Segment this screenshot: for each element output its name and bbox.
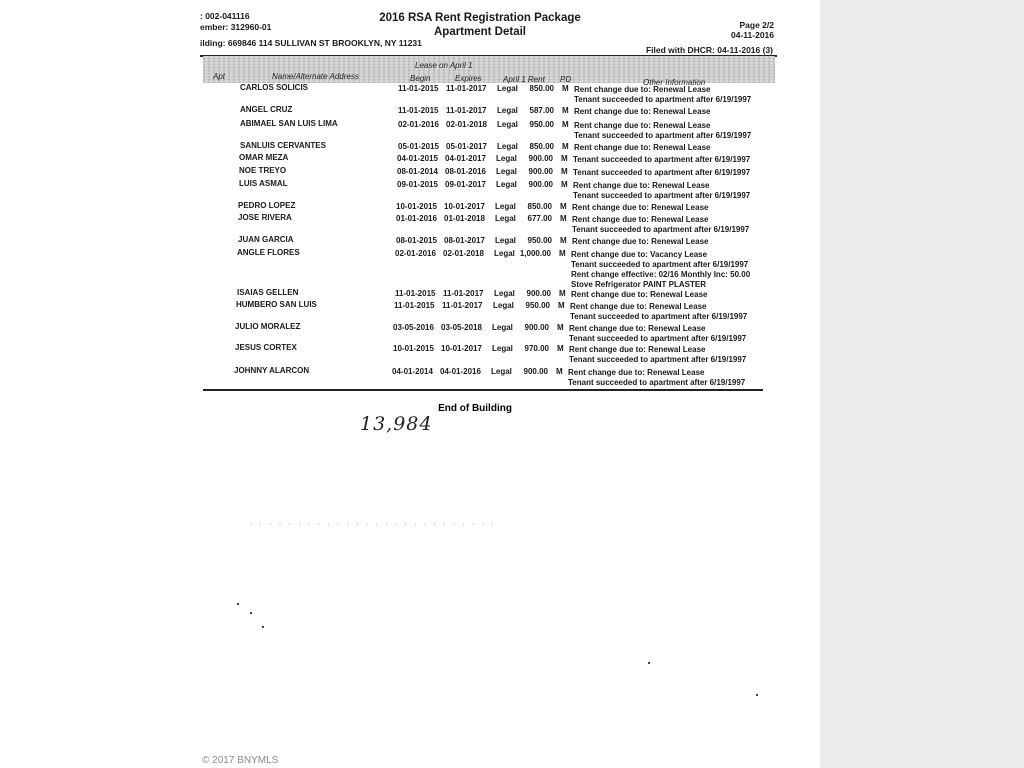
other-info-line: Rent change effective: 02/16 Monthly Inc: 50.00 [571, 270, 751, 279]
other-info-line: Rent change due to: Renewal Lease [568, 368, 705, 377]
tenant-name: SANLUIS CERVANTES [240, 141, 326, 150]
lease-begin: 11-01-2015 [395, 289, 436, 298]
other-info-line: Rent change due to: Renewal Lease [572, 237, 709, 246]
rent-status: Legal [496, 180, 517, 189]
other-info-line: Tenant succeeded to apartment after 6/19/1997 [573, 168, 751, 177]
pd-code: M [561, 167, 568, 176]
name-column-label: Name/Alternate Address [272, 72, 359, 81]
april-rent: 950.00 [527, 236, 552, 245]
scan-speck [250, 612, 252, 614]
lease-expires: 03-05-2018 [441, 323, 482, 332]
april-rent: 950.00 [529, 120, 554, 129]
pd-column-label: PD [560, 75, 572, 84]
lease-begin: 05-01-2015 [398, 142, 439, 151]
rent-status: Legal [497, 106, 518, 115]
document-subtitle: Apartment Detail [433, 26, 527, 38]
lease-expires: 05-01-2017 [446, 142, 487, 151]
april-rent: 850.00 [529, 84, 554, 93]
scan-speck [237, 603, 239, 605]
pd-code: M [560, 202, 567, 211]
lease-begin: 10-01-2015 [393, 344, 434, 353]
pd-code: M [557, 323, 564, 332]
other-info-line: Rent change due to: Renewal Lease [574, 143, 711, 152]
april-rent: 900.00 [528, 180, 553, 189]
lease-begin: 11-01-2015 [398, 106, 439, 115]
rent-status: Legal [494, 249, 515, 258]
other-info-line: Tenant succeeded to apartment after 6/19/1997 [573, 155, 751, 164]
tenant-name: ANGEL CRUZ [240, 105, 293, 114]
report-date: 04-11-2016 [730, 30, 774, 40]
rent-status: Legal [491, 367, 512, 376]
april-rent: 970.00 [524, 344, 549, 353]
other-info-line: Rent change due to: Vacancy Lease [571, 250, 708, 259]
lease-begin: 03-05-2016 [393, 323, 434, 332]
april-rent: 900.00 [526, 289, 551, 298]
other-info-line: Rent change due to: Renewal Lease [569, 324, 706, 333]
lease-expires: 08-01-2017 [444, 236, 485, 245]
other-info-line: Tenant succeeded to apartment after 6/19/1997 [573, 191, 751, 200]
tenant-name: LUIS ASMAL [239, 179, 288, 188]
tenant-name: ISAIAS GELLEN [237, 288, 299, 297]
pd-code: M [561, 180, 568, 189]
other-info-line: Tenant succeeded to apartment after 6/19/1997 [569, 334, 747, 343]
lease-expires: 11-01-2017 [446, 106, 487, 115]
lease-expires: 11-01-2017 [446, 84, 487, 93]
rent-status: Legal [496, 167, 517, 176]
rent-status: Legal [496, 154, 517, 163]
pd-code: M [561, 154, 568, 163]
rent-status: Legal [497, 84, 518, 93]
april-rent: 900.00 [528, 167, 553, 176]
handwritten-total: 13,984 [360, 413, 433, 435]
other-info-line: Rent change due to: Renewal Lease [570, 302, 707, 311]
lease-begin: 04-01-2014 [392, 367, 433, 376]
other-info-column-label: Other Information [643, 78, 706, 87]
lease-expires: 04-01-2017 [445, 154, 486, 163]
other-info-line: Tenant succeeded to apartment after 6/19/1997 [571, 260, 749, 269]
lease-expires: 02-01-2018 [446, 120, 487, 129]
other-info-line: Rent change due to: Renewal Lease [574, 121, 711, 130]
other-info-line: Tenant succeeded to apartment after 6/19/1997 [574, 131, 752, 140]
pd-code: M [562, 142, 569, 151]
page-gutter [820, 0, 1024, 768]
lease-expires: 09-01-2017 [445, 180, 486, 189]
pd-code: M [562, 120, 569, 129]
other-info-line: Rent change due to: Renewal Lease [574, 85, 711, 94]
lease-expires: 01-01-2018 [444, 214, 485, 223]
lease-begin: 04-01-2015 [397, 154, 438, 163]
lease-begin: 11-01-2015 [394, 301, 435, 310]
member-number: ember: 312960-01 [200, 22, 272, 32]
scan-speck [756, 694, 758, 696]
lease-begin: 10-01-2015 [396, 202, 437, 211]
page-number: Page 2/2 [739, 20, 774, 30]
other-info-line: Tenant succeeded to apartment after 6/19/1997 [574, 95, 752, 104]
expires-column-label: Expires [455, 74, 482, 83]
lease-group-label: Lease on April 1 [415, 61, 473, 70]
pd-code: M [559, 249, 566, 258]
april-rent: 900.00 [528, 154, 553, 163]
lease-expires: 11-01-2017 [443, 289, 484, 298]
rent-status: Legal [495, 214, 516, 223]
rent-status: Legal [493, 301, 514, 310]
scan-artifact-line: · · · · · · · · · · · · · · · · · · · · · · · · · · [250, 522, 497, 528]
rent-status: Legal [495, 236, 516, 245]
other-info-line: Rent change due to: Renewal Lease [569, 345, 706, 354]
april-rent: 677.00 [527, 214, 552, 223]
tenant-name: JULIO MORALEZ [235, 322, 301, 331]
pd-code: M [562, 106, 569, 115]
tenant-name: ABIMAEL SAN LUIS LIMA [240, 119, 338, 128]
rent-status: Legal [492, 344, 513, 353]
tenant-name: ANGLE FLORES [237, 248, 300, 257]
other-info-line: Rent change due to: Renewal Lease [574, 107, 711, 116]
begin-column-label: Begin [410, 74, 431, 83]
april-rent: 587.00 [529, 106, 554, 115]
april-rent: 900.00 [523, 367, 548, 376]
tenant-name: OMAR MEZA [239, 153, 289, 162]
tenant-name: JESUS CORTEX [235, 343, 297, 352]
pd-code: M [556, 367, 563, 376]
registration-number: : 002-041116 [200, 11, 250, 21]
pd-code: M [560, 214, 567, 223]
rent-status: Legal [492, 323, 513, 332]
april-rent: 850.00 [529, 142, 554, 151]
other-info-line: Tenant succeeded to apartment after 6/19/1997 [570, 312, 748, 321]
april-rent: 850.00 [527, 202, 552, 211]
pd-code: M [562, 84, 569, 93]
other-info-line: Tenant succeeded to apartment after 6/19/1997 [568, 378, 746, 387]
lease-begin: 02-01-2016 [395, 249, 436, 258]
rent-status: Legal [497, 142, 518, 151]
apt-column-label: Apt [213, 72, 226, 81]
lease-expires: 11-01-2017 [442, 301, 483, 310]
building-address: ilding: 669846 114 SULLIVAN ST BROOKLYN, NY 11231 [200, 38, 422, 48]
lease-expires: 10-01-2017 [441, 344, 482, 353]
lease-begin: 08-01-2014 [397, 167, 438, 176]
other-info-line: Rent change due to: Renewal Lease [573, 181, 710, 190]
other-info-line: Rent change due to: Renewal Lease [572, 203, 709, 212]
pd-code: M [558, 301, 565, 310]
tenant-name: JUAN GARCIA [238, 235, 294, 244]
scan-speck [648, 662, 650, 664]
lease-expires: 02-01-2018 [443, 249, 484, 258]
filed-date: Filed with DHCR: 04-11-2016 (3) [645, 45, 773, 55]
pd-code: M [557, 344, 564, 353]
end-of-building-label: End of Building [438, 403, 512, 414]
other-info-line: Rent change due to: Renewal Lease [572, 215, 709, 224]
rent-status: Legal [495, 202, 516, 211]
rent-status: Legal [494, 289, 515, 298]
other-info-line: Rent change due to: Renewal Lease [571, 290, 708, 299]
lease-begin: 09-01-2015 [397, 180, 438, 189]
lease-begin: 11-01-2015 [398, 84, 439, 93]
pd-code: M [559, 289, 566, 298]
other-info-line: Stove Refrigerator PAINT PLASTER [571, 280, 706, 289]
footer-rule [203, 389, 763, 391]
lease-begin: 01-01-2016 [396, 214, 437, 223]
lease-expires: 04-01-2016 [440, 367, 481, 376]
lease-expires: 08-01-2016 [445, 167, 486, 176]
tenant-name: NOE TREYO [239, 166, 287, 175]
rent-status: Legal [497, 120, 518, 129]
document-title: 2016 RSA Rent Registration Package [379, 12, 581, 24]
lease-begin: 08-01-2015 [396, 236, 437, 245]
lease-begin: 02-01-2016 [398, 120, 439, 129]
april-rent: 900.00 [524, 323, 549, 332]
tenant-name: JOSE RIVERA [238, 213, 292, 222]
other-info-line: Tenant succeeded to apartment after 6/19/1997 [569, 355, 747, 364]
tenant-name: CARLOS SOLICIS [240, 83, 309, 92]
scan-speck [262, 626, 264, 628]
tenant-name: PEDRO LOPEZ [238, 201, 296, 210]
april-rent: 950.00 [525, 301, 550, 310]
pd-code: M [560, 236, 567, 245]
copyright-notice: © 2017 BNYMLS [202, 755, 279, 766]
lease-expires: 10-01-2017 [444, 202, 485, 211]
tenant-name: JOHNNY ALARCON [234, 366, 310, 375]
april-rent: 1,000.00 [519, 249, 551, 258]
tenant-name: HUMBERO SAN LUIS [236, 300, 317, 309]
other-info-line: Tenant succeeded to apartment after 6/19/1997 [572, 225, 750, 234]
april-rent-column-label: April 1 Rent [503, 75, 545, 84]
